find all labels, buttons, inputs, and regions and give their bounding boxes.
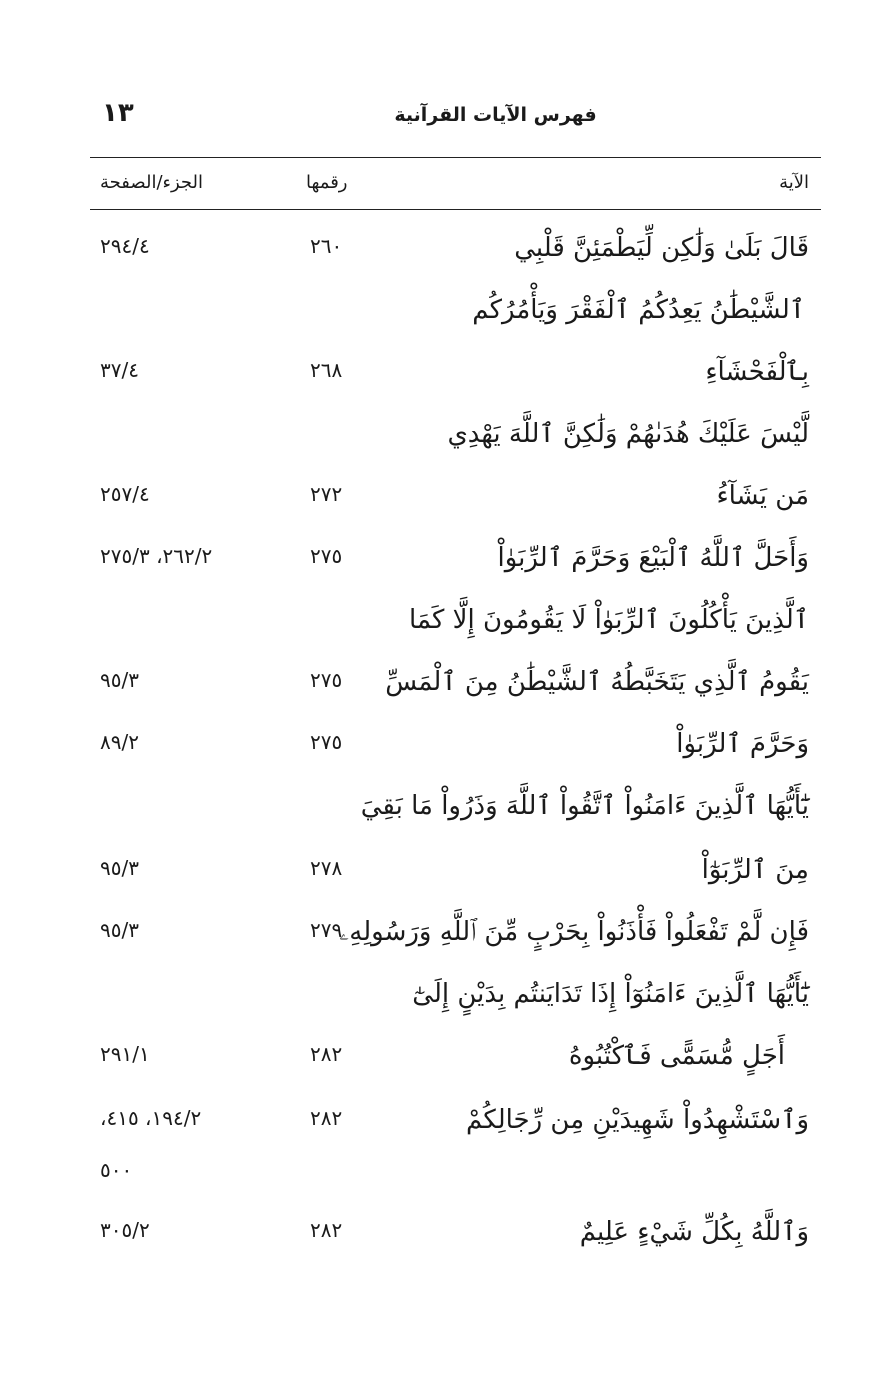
column-header-number: رقمها [306, 172, 348, 193]
index-row [90, 228, 821, 278]
index-row [90, 476, 821, 526]
index-row [90, 352, 821, 402]
verse-number: ٢٧٥ [310, 544, 343, 568]
volume-page-reference: ٣٧/٤ [100, 358, 139, 382]
verse-number: ٢٨٢ [310, 1042, 343, 1066]
running-head [90, 98, 821, 138]
index-row [90, 912, 821, 962]
verse-text: مِنَ ٱلرِّبَوٰٓاْ [701, 855, 809, 885]
verse-number: ٢٦٠ [310, 234, 343, 258]
volume-page-reference: ٢٥٧/٤ [100, 482, 150, 506]
volume-page-reference: ٩٥/٣ [100, 856, 139, 880]
verse-number: ٢٨٢ [310, 1106, 343, 1130]
verse-text: ٱلَّذِينَ يَأْكُلُونَ ٱلرِّبَوٰاْ لَا يَقُومُونَ إِلَّا كَمَا [409, 605, 809, 635]
volume-page-reference: ٣٠٥/٢ [100, 1218, 150, 1242]
index-row [90, 538, 821, 588]
column-header-verse: الآية [779, 172, 809, 193]
verse-text: وَٱللَّهُ بِكُلِّ شَيْءٍ عَلِيمٌ [579, 1217, 809, 1247]
header-rule-bottom [90, 209, 821, 210]
index-row [90, 1212, 821, 1262]
verse-number: ٢٧٨ [310, 856, 343, 880]
verse-number: ٢٨٢ [310, 1218, 343, 1242]
verse-text: لَّيْسَ عَلَيْكَ هُدَىٰهُمْ وَلَٰكِنَّ ٱللَّهَ يَهْدِي [447, 419, 809, 449]
verse-number: ٢٧٩ [310, 918, 343, 942]
index-row [90, 724, 821, 774]
volume-page-reference: ٥٠٠ [100, 1158, 133, 1182]
verse-text: وَٱسْتَشْهِدُواْ شَهِيدَيْنِ مِن رِّجَالِكُمْ [466, 1105, 809, 1135]
column-header-reference: الجزء/الصفحة [100, 172, 204, 193]
header-rule-top [90, 157, 821, 158]
volume-page-reference: ١٩٤/٢، ٤١٥، [100, 1106, 202, 1130]
verse-number: ٢٧٥ [310, 668, 343, 692]
verse-text: يَٰٓأَيُّهَا ٱلَّذِينَ ءَامَنُوٓاْ إِذَا تَدَايَنتُم بِدَيْنٍ إِلَىٰٓ [412, 979, 809, 1009]
verse-number: ٢٧٢ [310, 482, 343, 506]
index-row [90, 850, 821, 900]
index-row [90, 1100, 821, 1150]
index-row [90, 662, 821, 712]
verse-text: فَإِن لَّمْ تَفْعَلُواْ فَأْذَنُواْ بِحَرْبٍ مِّنَ ٱللَّهِ وَرَسُولِهِۦ [339, 917, 809, 947]
index-row [90, 290, 821, 340]
index-row [90, 974, 821, 1024]
page-number: ١٣ [102, 98, 134, 128]
volume-page-reference: ٢٩٤/٤ [100, 234, 150, 258]
verse-text: ٱلشَّيْطَٰنُ يَعِدُكُمُ ٱلْفَقْرَ وَيَأْمُرُكُم [472, 295, 805, 325]
verse-text: يَقُومُ ٱلَّذِي يَتَخَبَّطُهُ ٱلشَّيْطَٰنُ مِنَ ٱلْمَسِّ [385, 667, 809, 697]
page-title: فهرس الآيات القرآنية [394, 104, 597, 126]
index-row [90, 600, 821, 650]
index-row-continuation [90, 1152, 821, 1202]
volume-page-reference: ٢٦٢/٢، ٢٧٥/٣ [100, 544, 213, 568]
verse-number: ٢٦٨ [310, 358, 343, 382]
volume-page-reference: ٢٩١/١ [100, 1042, 150, 1066]
verse-number: ٢٧٥ [310, 730, 343, 754]
verse-text: وَحَرَّمَ ٱلرِّبَوٰاْ [676, 729, 809, 759]
volume-page-reference: ٩٥/٣ [100, 668, 139, 692]
verse-text: وَأَحَلَّ ٱللَّهُ ٱلْبَيْعَ وَحَرَّمَ ٱلرِّبَوٰاْ [497, 543, 809, 573]
index-row [90, 786, 821, 836]
volume-page-reference: ٩٥/٣ [100, 918, 139, 942]
verse-text: يَٰٓأَيُّهَا ٱلَّذِينَ ءَامَنُواْ ٱتَّقُواْ ٱللَّهَ وَذَرُواْ مَا بَقِيَ [360, 791, 809, 821]
volume-page-reference: ٨٩/٢ [100, 730, 139, 754]
verse-text: مَن يَشَآءُ [716, 481, 809, 511]
index-row [90, 414, 821, 464]
index-row [90, 1036, 821, 1086]
verse-text: بِٱلْفَحْشَآءِ [705, 357, 809, 387]
verse-text: قَالَ بَلَىٰ وَلَٰكِن لِّيَطْمَئِنَّ قَلْبِي [514, 233, 809, 263]
verse-text: أَجَلٍ مُّسَمًّى فَٱكْتُبُوهُ [568, 1041, 785, 1071]
